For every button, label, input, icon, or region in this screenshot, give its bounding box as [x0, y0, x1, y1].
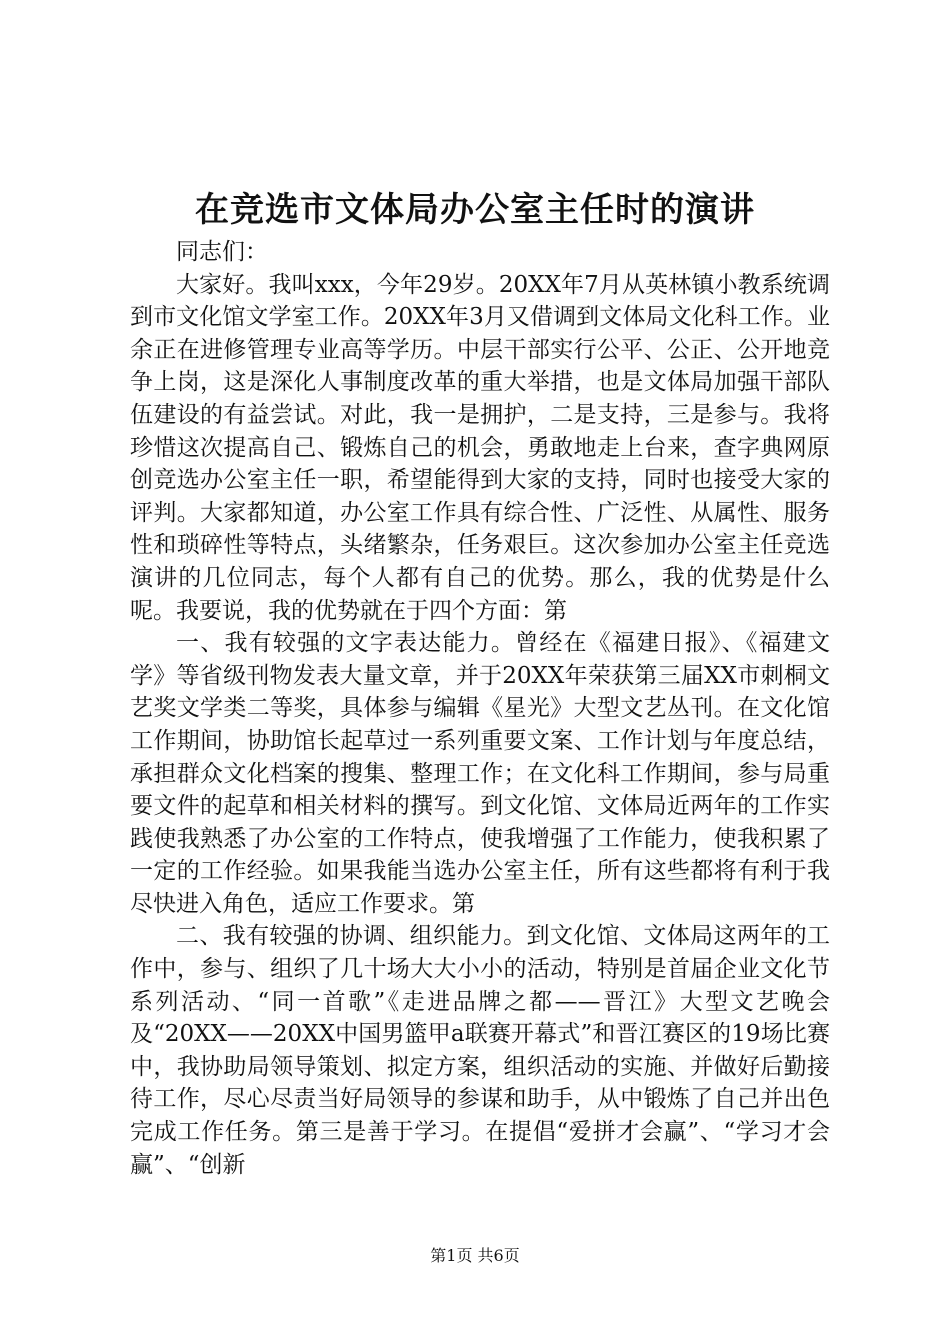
- salutation-paragraph: 同志们：: [176, 239, 268, 265]
- document-title: 在竞选市文体局办公室主任时的演讲: [195, 190, 755, 230]
- body-paragraph: 二、我有较强的协调、组织能力。到文化馆、文体局这两年的工作中，参与、组织了几十场大大小小的活动，特别是首届企业文化节系列活动、“同一首歌”《走进品牌之都——晋江》大型文艺晚会及“20XX——20XX中国男篮甲a联赛开幕式”和晋江赛区的19场比赛中，我协助局领导策划、拟定方案，组织活动的实施、并做好后勤接待工作，尽心尽责当好局领导的参谋和助手，从中锻炼了自己并出色完成工作任务。第三是善于学习。在提倡“爱拼才会赢”、“学习才会赢”、“创新: [130, 923, 830, 1178]
- document-body: [130, 236, 830, 1181]
- body-paragraph: 一、我有较强的文字表达能力。曾经在《福建日报》、《福建文学》等省级刊物发表大量文章，并于20XX年荣获第三届XX市刺桐文艺奖文学类二等奖，具体参与编辑《星光》大型文艺丛刊。在文化馆工作期间，协助馆长起草过一系列重要文案、工作计划与年度总结，承担群众文化档案的搜集、整理工作；在文化科工作期间，参与局重要文件的起草和相关材料的撰写。到文化馆、文体局近两年的工作实践使我熟悉了办公室的工作特点，使我增强了工作能力，使我积累了一定的工作经验。如果我能当选办公室主任，所有这些都将有利于我尽快进入角色，适应工作要求。第: [130, 630, 830, 917]
- page-number-footer: 第1页 共6页: [430, 1246, 520, 1265]
- body-paragraph: 大家好。我叫xxx，今年29岁。20XX年7月从英林镇小教系统调到市文化馆文学室工作。20XX年3月又借调到文体局文化科工作。业余正在进修管理专业高等学历。中层干部实行公平、公正、公开地竞争上岗，这是深化人事制度改革的重大举措，也是文体局加强干部队伍建设的有益尝试。对此，我一是拥护，二是支持，三是参与。我将珍惜这次提高自己、锻炼自己的机会，勇敢地走上台来，查字典网原创竞选办公室主任一职，希望能得到大家的支持，同时也接受大家的评判。大家都知道，办公室工作具有综合性、广泛性、从属性、服务性和琐碎性等特点，头绪繁杂，任务艰巨。这次参加办公室主任竞选演讲的几位同志，每个人都有自己的优势。那么，我的优势是什么呢。我要说，我的优势就在于四个方面：第: [130, 271, 830, 624]
